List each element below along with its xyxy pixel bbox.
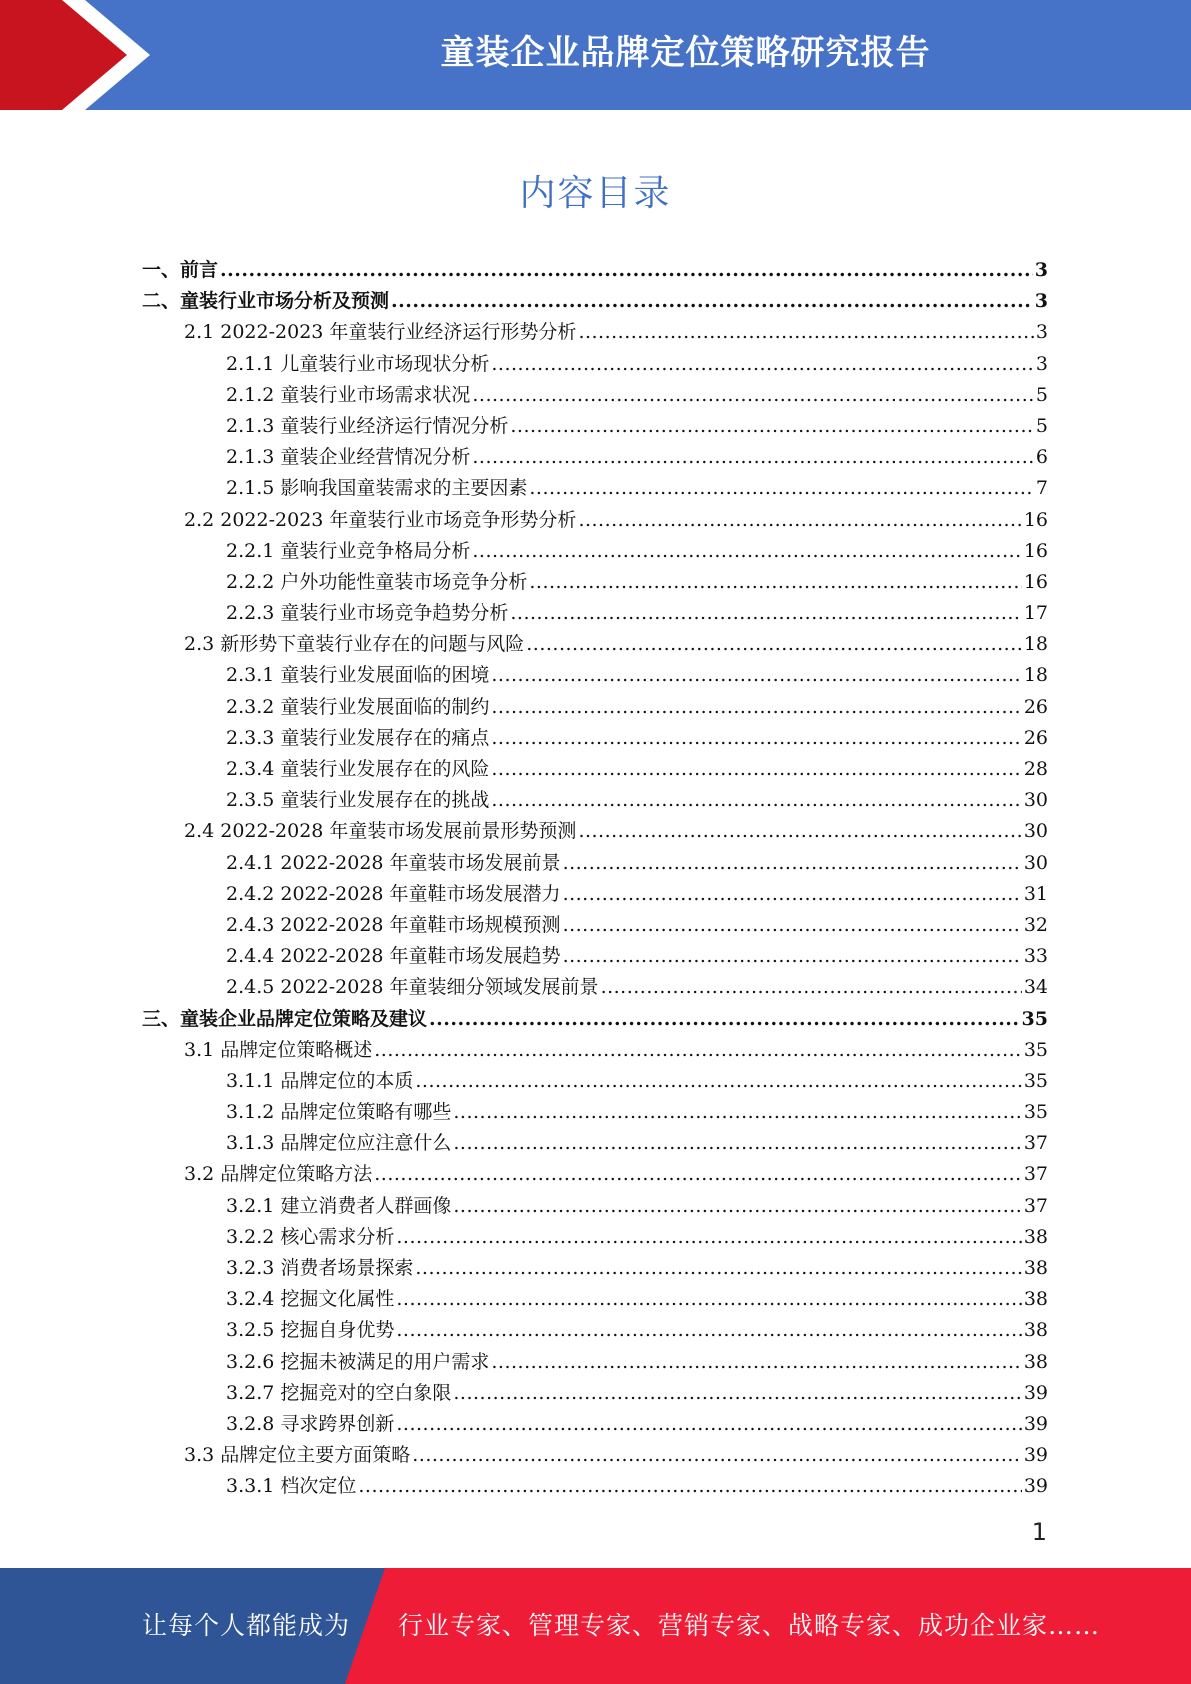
toc-entry-text: 2.3 新形势下童装行业存在的问题与风险 <box>184 633 525 656</box>
toc-entry-page: 17 <box>1023 602 1048 625</box>
toc-entry-text: 2.4.5 2022-2028 年童装细分领域发展前景 <box>226 976 599 999</box>
toc-leader-dots <box>529 571 1021 593</box>
toc-entry-text: 3.1.3 品牌定位应注意什么 <box>226 1132 452 1155</box>
toc-entry-text: 2.2.3 童装行业市场竞争趋势分析 <box>226 602 509 625</box>
footer-slogan-left: 让每个人都能成为 <box>142 1611 351 1640</box>
toc-leader-dots <box>563 852 1022 874</box>
toc-entry-page: 33 <box>1023 945 1048 968</box>
toc-entry[interactable] <box>142 255 1048 286</box>
toc-entry-text: 一、前言 <box>142 259 219 281</box>
toc-entry-page: 35 <box>1023 1101 1048 1124</box>
toc-leader-dots <box>491 664 1021 686</box>
toc-entry[interactable] <box>142 1191 1048 1222</box>
toc-leader-dots <box>472 384 1034 406</box>
toc-leader-dots <box>510 602 1021 624</box>
toc-entry[interactable] <box>142 411 1048 442</box>
toc-entry[interactable] <box>142 473 1048 504</box>
toc-entry-page: 28 <box>1023 758 1048 780</box>
toc-entry[interactable] <box>142 1128 1048 1159</box>
toc-entry-text: 3.1 品牌定位策略概述 <box>184 1038 373 1061</box>
page-number: 1 <box>1031 1518 1047 1546</box>
toc-entry-text: 2.1.3 童装企业经营情况分析 <box>226 446 471 469</box>
toc-entry[interactable] <box>142 380 1048 411</box>
toc-entry-text: 2.4.2 2022-2028 年童鞋市场发展潜力 <box>226 882 561 905</box>
footer-banner <box>0 1568 1191 1684</box>
toc-entry-text: 2.3.5 童装行业发展存在的挑战 <box>226 789 490 812</box>
toc-leader-dots <box>374 1039 1022 1061</box>
toc-entry-page: 3 <box>1035 352 1048 375</box>
toc-entry[interactable] <box>142 910 1048 941</box>
toc-entry[interactable] <box>142 785 1048 816</box>
toc-entry-page: 39 <box>1023 1444 1048 1467</box>
toc-entry-text: 2.3.1 童装行业发展面临的困境 <box>226 664 490 687</box>
toc-leader-dots <box>396 1413 1021 1435</box>
toc-entry[interactable] <box>142 660 1048 691</box>
footer-slogan-right: 行业专家、管理专家、营销专家、战略专家、成功企业家…… <box>398 1611 1101 1640</box>
toc-entry-text: 3.2.4 挖掘文化属性 <box>226 1288 395 1311</box>
toc-entry-page: 32 <box>1023 913 1048 936</box>
toc-title: 内容目录 <box>519 173 672 214</box>
toc-leader-dots <box>220 259 1033 281</box>
toc-entry-text: 3.2.3 消费者场景探索 <box>226 1257 414 1279</box>
toc-entry-text: 3.1.1 品牌定位的本质 <box>226 1069 414 1092</box>
toc-entry-page: 31 <box>1023 882 1048 905</box>
toc-leader-dots <box>578 321 1033 343</box>
toc-entry[interactable] <box>142 629 1048 660</box>
toc-entry-page: 5 <box>1035 414 1048 437</box>
toc-entry[interactable] <box>142 1066 1048 1097</box>
toc-entry-page: 16 <box>1023 570 1048 593</box>
toc-entry[interactable] <box>142 972 1048 1003</box>
toc-entry-text: 3.2.7 挖掘竞对的空白象限 <box>226 1381 452 1404</box>
toc-entry-page: 18 <box>1023 633 1048 656</box>
toc-leader-dots <box>415 1070 1021 1092</box>
toc-entry[interactable] <box>142 816 1048 847</box>
toc-entry[interactable] <box>142 1409 1048 1440</box>
toc-entry-page: 39 <box>1023 1475 1048 1498</box>
table-of-contents <box>142 255 1048 1503</box>
toc-entry-text: 3.2 品牌定位策略方法 <box>184 1163 373 1186</box>
toc-entry-page: 38 <box>1023 1319 1048 1342</box>
toc-entry[interactable] <box>142 349 1048 380</box>
toc-entry-page: 38 <box>1023 1288 1048 1311</box>
toc-leader-dots <box>491 789 1021 811</box>
toc-entry-text: 3.1.2 品牌定位策略有哪些 <box>226 1101 452 1124</box>
toc-entry-text: 二、童装行业市场分析及预测 <box>142 290 390 313</box>
toc-leader-dots <box>453 1195 1021 1217</box>
toc-entry-page: 35 <box>1023 1038 1048 1061</box>
toc-entry[interactable] <box>142 723 1048 754</box>
toc-leader-dots <box>510 415 1034 437</box>
toc-entry-text: 3.3 品牌定位主要方面策略 <box>184 1444 411 1467</box>
toc-leader-dots <box>396 1319 1021 1341</box>
toc-leader-dots <box>415 1257 1021 1279</box>
toc-entry-text: 2.4.1 2022-2028 年童装市场发展前景 <box>226 851 561 874</box>
toc-entry-text: 2.2.2 户外功能性童装市场竞争分析 <box>226 570 528 593</box>
toc-entry[interactable] <box>142 1440 1048 1471</box>
toc-entry-page: 39 <box>1023 1381 1048 1404</box>
toc-entry-page: 26 <box>1023 695 1048 718</box>
toc-entry[interactable] <box>142 505 1048 536</box>
toc-entry-text: 2.2.1 童装行业竞争格局分析 <box>226 539 471 562</box>
toc-leader-dots <box>396 1288 1021 1310</box>
toc-leader-dots <box>563 945 1022 967</box>
toc-entry-text: 2.3.2 童装行业发展面临的制约 <box>226 695 490 718</box>
toc-leader-dots <box>529 477 1034 499</box>
toc-entry-text: 2.3.4 童装行业发展存在的风险 <box>226 758 490 780</box>
toc-entry-page: 30 <box>1023 820 1048 843</box>
toc-entry-text: 2.3.3 童装行业发展存在的痛点 <box>226 726 490 749</box>
toc-entry-text: 3.2.1 建立消费者人群画像 <box>226 1194 452 1217</box>
toc-entry-text: 2.1.2 童装行业市场需求状况 <box>226 383 471 406</box>
toc-entry[interactable] <box>142 1004 1048 1035</box>
toc-leader-dots <box>563 914 1022 936</box>
toc-entry-page: 30 <box>1023 789 1048 812</box>
toc-leader-dots <box>578 509 1021 531</box>
toc-entry[interactable] <box>142 1159 1048 1190</box>
toc-entry-text: 2.1.5 影响我国童装需求的主要因素 <box>226 477 528 500</box>
toc-entry[interactable] <box>142 754 1048 785</box>
toc-entry[interactable] <box>142 1284 1048 1315</box>
toc-entry[interactable] <box>142 1471 1048 1502</box>
toc-leader-dots <box>374 1163 1022 1185</box>
header-banner <box>0 0 1191 110</box>
toc-leader-dots <box>491 758 1021 780</box>
toc-entry-page: 26 <box>1023 726 1048 749</box>
toc-entry-text: 2.1 2022-2023 年童装行业经济运行形势分析 <box>184 321 577 344</box>
toc-entry[interactable] <box>142 1035 1048 1066</box>
toc-entry[interactable] <box>142 536 1048 567</box>
toc-entry[interactable] <box>142 692 1048 723</box>
toc-entry-page: 38 <box>1023 1225 1048 1248</box>
toc-leader-dots <box>578 820 1021 842</box>
toc-leader-dots <box>396 1226 1021 1248</box>
report-title: 童装企业品牌定位策略研究报告 <box>440 33 931 73</box>
toc-leader-dots <box>472 446 1034 468</box>
toc-leader-dots <box>491 353 1034 375</box>
toc-entry-text: 2.2 2022-2023 年童装行业市场竞争形势分析 <box>184 508 577 531</box>
toc-entry-page: 5 <box>1035 383 1048 406</box>
toc-entry[interactable] <box>142 567 1048 598</box>
toc-entry-text: 三、童装企业品牌定位策略及建议 <box>142 1007 428 1030</box>
toc-entry-page: 38 <box>1023 1350 1048 1373</box>
toc-entry-page: 37 <box>1023 1163 1048 1186</box>
toc-entry-page: 34 <box>1023 976 1048 999</box>
toc-leader-dots <box>429 1008 1020 1030</box>
toc-entry-text: 2.1.3 童装行业经济运行情况分析 <box>226 414 509 437</box>
toc-entry[interactable] <box>142 1222 1048 1253</box>
toc-entry[interactable] <box>142 1315 1048 1346</box>
toc-entry[interactable] <box>142 1347 1048 1378</box>
toc-leader-dots <box>472 540 1021 562</box>
toc-entry-page: 37 <box>1023 1132 1048 1155</box>
toc-entry-page: 6 <box>1035 446 1048 469</box>
toc-leader-dots <box>491 1351 1021 1373</box>
toc-entry-page: 7 <box>1035 477 1048 500</box>
toc-entry[interactable] <box>142 941 1048 972</box>
toc-entry-page: 3 <box>1034 259 1048 281</box>
toc-leader-dots <box>526 633 1022 655</box>
toc-leader-dots <box>412 1444 1022 1466</box>
toc-entry-page: 16 <box>1023 539 1048 562</box>
toc-entry[interactable] <box>142 1097 1048 1128</box>
toc-entry[interactable] <box>142 598 1048 629</box>
toc-entry-text: 3.2.8 寻求跨界创新 <box>226 1412 395 1435</box>
toc-entry-page: 3 <box>1035 321 1048 344</box>
toc-leader-dots <box>358 1475 1021 1497</box>
toc-entry-text: 3.2.5 挖掘自身优势 <box>226 1319 395 1342</box>
toc-entry-page: 16 <box>1023 508 1048 531</box>
toc-entry[interactable] <box>142 848 1048 879</box>
toc-entry[interactable] <box>142 1378 1048 1409</box>
toc-entry-text: 3.2.6 挖掘未被满足的用户需求 <box>226 1350 490 1373</box>
toc-leader-dots <box>491 727 1021 749</box>
toc-leader-dots <box>391 290 1033 312</box>
toc-entry-text: 3.3.1 档次定位 <box>226 1475 357 1498</box>
toc-leader-dots <box>453 1101 1021 1123</box>
toc-entry-text: 2.4.3 2022-2028 年童鞋市场规模预测 <box>226 913 561 936</box>
toc-entry-page: 39 <box>1023 1412 1048 1435</box>
toc-leader-dots <box>453 1132 1021 1154</box>
toc-entry-text: 2.1.1 儿童装行业市场现状分析 <box>226 352 490 375</box>
toc-entry-page: 18 <box>1023 664 1048 687</box>
toc-leader-dots <box>601 976 1022 998</box>
toc-leader-dots <box>563 883 1022 905</box>
toc-leader-dots <box>491 696 1021 718</box>
toc-entry-page: 35 <box>1023 1069 1048 1092</box>
toc-entry-text: 3.2.2 核心需求分析 <box>226 1225 395 1248</box>
toc-entry-page: 3 <box>1034 290 1048 313</box>
toc-entry[interactable] <box>142 1253 1048 1284</box>
toc-entry-page: 30 <box>1023 851 1048 874</box>
toc-entry-text: 2.4.4 2022-2028 年童鞋市场发展趋势 <box>226 945 561 968</box>
toc-entry[interactable] <box>142 442 1048 473</box>
toc-entry[interactable] <box>142 879 1048 910</box>
toc-entry[interactable] <box>142 317 1048 348</box>
toc-entry-page: 35 <box>1021 1007 1048 1030</box>
toc-entry-page: 38 <box>1023 1257 1048 1279</box>
toc-entry[interactable] <box>142 286 1048 317</box>
toc-entry-text: 2.4 2022-2028 年童装市场发展前景形势预测 <box>184 820 577 843</box>
toc-leader-dots <box>453 1382 1021 1404</box>
toc-entry-page: 37 <box>1023 1194 1048 1217</box>
